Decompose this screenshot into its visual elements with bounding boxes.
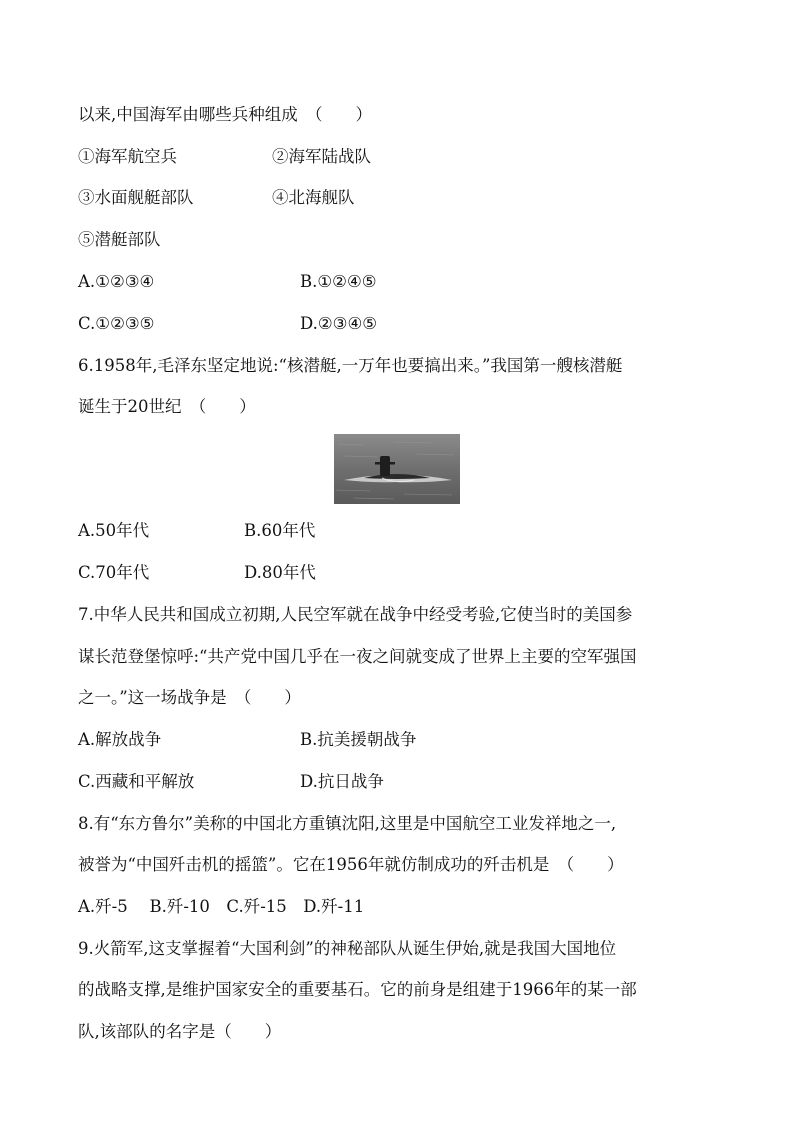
q6-stem-line-2: 诞生于20世纪 （ ） — [78, 397, 256, 416]
q5-option-c: C.①②③⑤ — [78, 314, 155, 333]
q6-stem-line-1: 6.1958年,毛泽东坚定地说:“核潜艇,一万年也要搞出来。”我国第一艘核潜艇 — [78, 356, 623, 375]
q9-stem-line-3: 队,该部队的名字是（ ） — [78, 1022, 282, 1041]
q8-options: A.歼-5 B.歼-10 C.歼-15 D.歼-11 — [78, 897, 365, 916]
q9-stem-line-2: 的战略支撑,是维护国家安全的重要基石。它的前身是组建于1966年的某一部 — [78, 980, 637, 999]
q7-option-b: B.抗美援朝战争 — [300, 730, 417, 749]
submarine-photo — [334, 434, 460, 504]
q7-stem-line-1: 7.中华人民共和国成立初期,人民空军就在战争中经受考验,它使当时的美国参 — [78, 605, 633, 624]
q5-item-2: ②海军陆战队 — [272, 147, 371, 166]
q5-option-b: B.①②④⑤ — [300, 272, 377, 291]
q9-stem-line-1: 9.火箭军,这支掌握着“大国利剑”的神秘部队从诞生伊始,就是我国大国地位 — [78, 939, 617, 958]
q5-option-d: D.②③④⑤ — [300, 314, 378, 333]
q7-option-a: A.解放战争 — [78, 730, 162, 749]
q6-option-c: C.70年代 — [78, 563, 150, 582]
q6-option-d: D.80年代 — [244, 563, 316, 582]
q5-item-3: ③水面舰艇部队 — [78, 188, 194, 207]
q5-item-5: ⑤潜艇部队 — [78, 230, 161, 249]
q7-stem-line-3: 之一。”这一场战争是 （ ） — [78, 688, 301, 707]
q5-option-a: A.①②③④ — [78, 272, 155, 291]
q8-stem-line-1: 8.有“东方鲁尔”美称的中国北方重镇沈阳,这里是中国航空工业发祥地之一, — [78, 814, 617, 833]
q8-stem-line-2: 被誉为“中国歼击机的摇篮”。它在1956年就仿制成功的歼击机是 （ ） — [78, 855, 624, 874]
q5-item-1: ①海军航空兵 — [78, 147, 177, 166]
q7-option-c: C.西藏和平解放 — [78, 772, 195, 791]
q7-stem-line-2: 谋长范登堡惊呼:“共产党中国几乎在一夜之间就变成了世界上主要的空军强国 — [78, 647, 637, 666]
q5-item-4: ④北海舰队 — [272, 188, 355, 207]
q6-option-a: A.50年代 — [78, 521, 150, 540]
q6-option-b: B.60年代 — [244, 521, 316, 540]
q5-stem-tail: 以来,中国海军由哪些兵种组成 （ ） — [78, 105, 372, 124]
q7-option-d: D.抗日战争 — [300, 772, 384, 791]
